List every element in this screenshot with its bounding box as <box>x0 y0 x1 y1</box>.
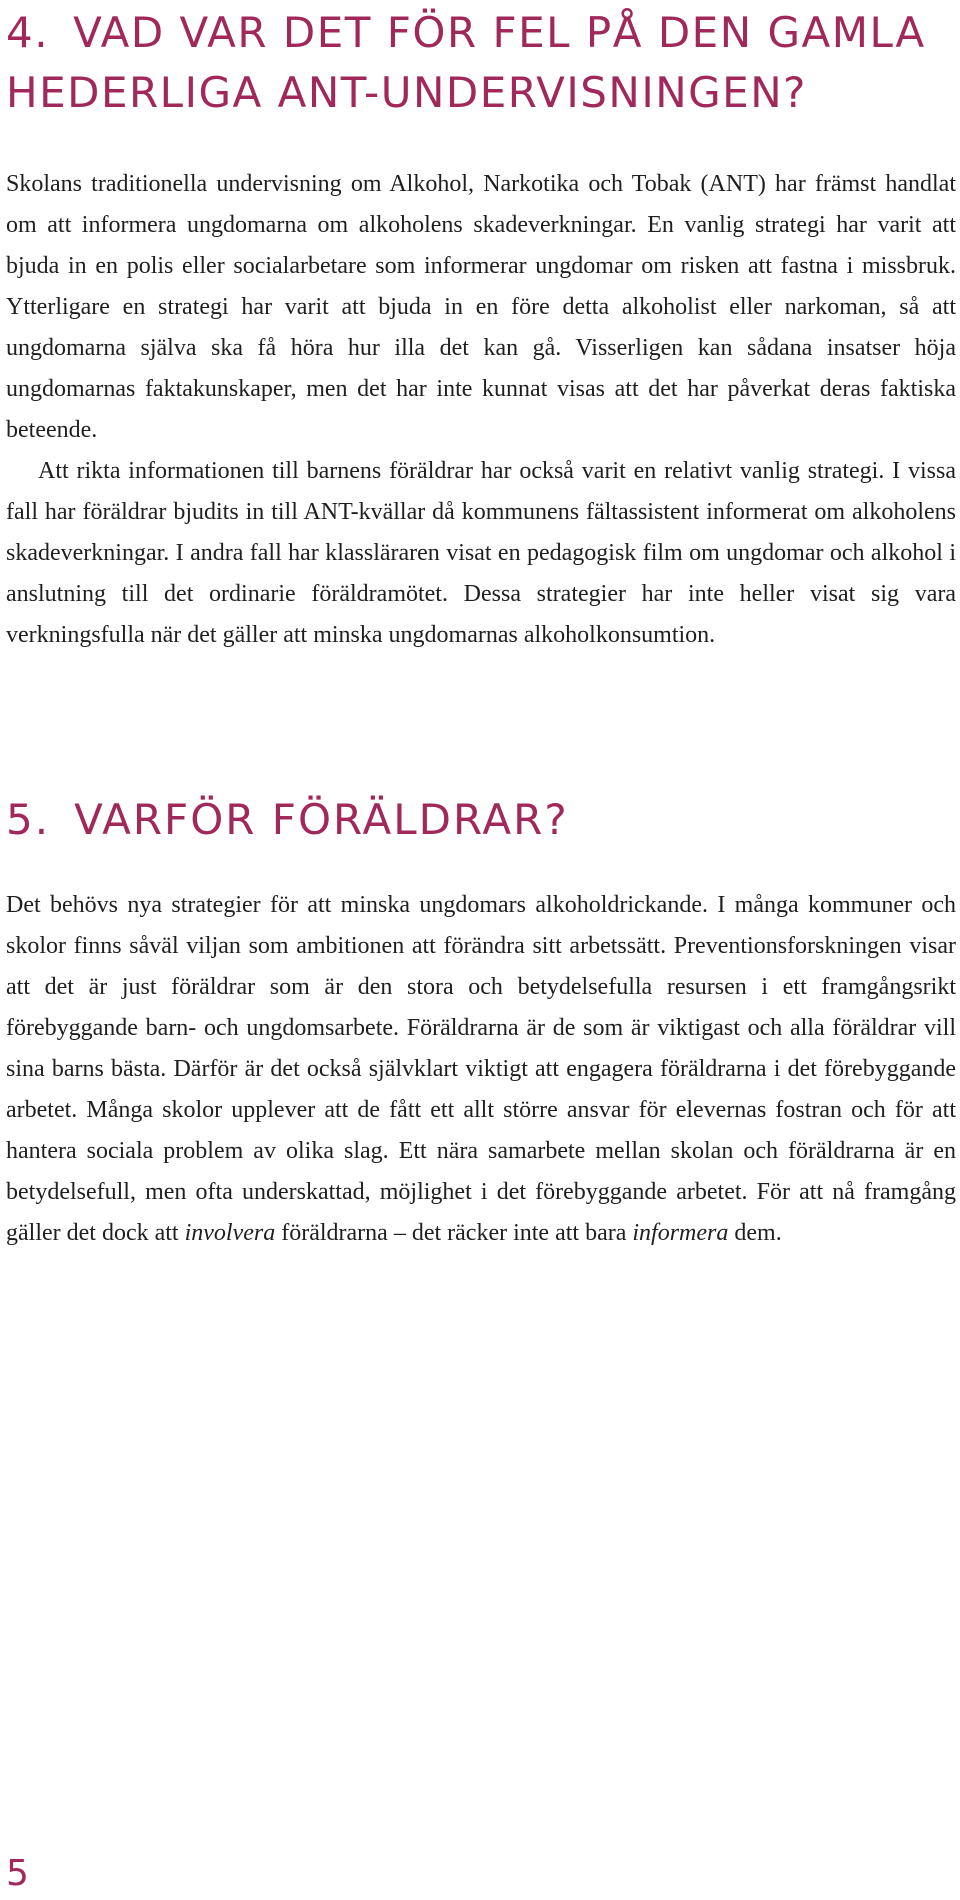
section-5-paragraph-mid: föräldrarna – det räcker inte att bara <box>275 1220 633 1246</box>
section-5-paragraph <box>6 885 956 1254</box>
section-4-paragraph-1: Skolans traditionella undervisning om Alkohol, Narkotika och Tobak (ANT) har främst handlat om att informera ungdomarna om alkoholens skadeverkningar. En vanlig strategi har varit att bjuda in en polis eller socialarbetare som informerar ungdomar om risken att fastna i missbruk. Ytterligare en strategi har varit att bjuda in en före detta alkoholist eller narkoman, så att ungdomarna själva ska få höra hur illa det kan gå. Visserligen kan sådana insatser höja ungdomarnas faktakunskaper, men det har inte kunnat visas att det har påverkat deras faktiska beteende. <box>6 171 956 443</box>
section-5-paragraph-end: dem. <box>728 1220 782 1246</box>
document-page <box>6 0 956 1246</box>
section-5-heading <box>6 792 569 848</box>
emphasis-involvera: involvera <box>184 1220 276 1246</box>
section-5-number: 5. <box>6 795 51 844</box>
page-number: 5 <box>6 1853 29 1894</box>
section-4-paragraph-2: Att rikta informationen till barnens föräldrar har också varit en relativt vanlig strategi. I vissa fall har föräldrar bjudits in till ANT-kvällar då kommunens fältassistent informerat om alkoholens skadeverkningar. I andra fall har klassläraren visat en pedagogisk film om ungdomar och alkohol i anslutning till det ordinarie föräldramötet. Dessa strategier har inte heller visat sig vara verkningsfulla när det gäller att minska ungdomarnas alkoholkonsumtion. <box>6 458 956 648</box>
section-4-title: VAD VAR DET FÖR FEL PÅ DEN GAMLA HEDERLIGA ANT-UNDERVISNINGEN? <box>6 8 926 117</box>
section-5-title: VARFÖR FÖRÄLDRAR? <box>74 795 569 844</box>
section-4-number: 4. <box>6 8 50 57</box>
section-5-paragraph-lead: Det behövs nya strategier för att minska ungdomars alkoholdrickande. I många kommuner och skolor finns såväl viljan som ambitionen att förändra sitt arbetssätt. Preventionsforskningen visar att det är just föräldrar som är den stora och betydelsefulla resursen i ett framgångsrikt förebyggande barn- och ungdomsarbete. Föräldrarna är de som är viktigast och alla föräldrar vill sina barns bästa. Därför är det också självklart viktigt att engagera föräldrarna i det förebyggande arbetet. Många skolor upplever att de fått ett allt större ansvar för elevernas fostran och för att hantera sociala problem av olika slag. Ett nära samarbete mellan skolan och föräldrarna är en betydelsefull, men ofta underskattad, möjlighet i det förebyggande arbetet. För att nå framgång gäller det dock att <box>6 892 956 1246</box>
emphasis-informera: informera <box>632 1220 729 1246</box>
section-4-heading <box>6 0 956 123</box>
